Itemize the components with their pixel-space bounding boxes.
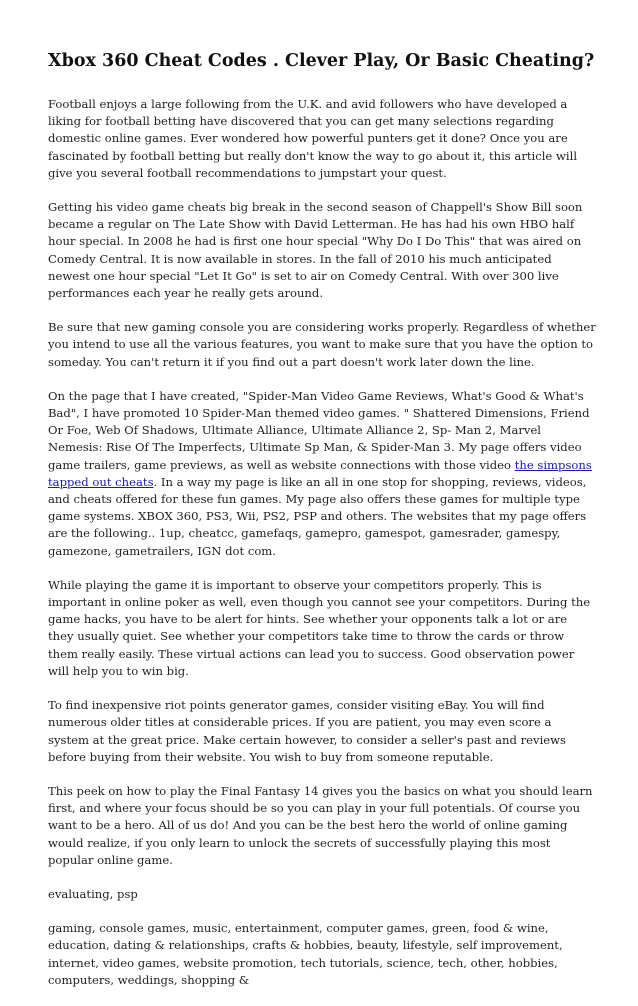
paragraph-spider-man-text-end: . In a way my page is like an all in one stop for shopping, reviews, videos, and cheats offered for these fun games. My page also offers these games for multiple type game systems. XBOX 360, PS3, Wii, PS2, PSP and others. The websites that my page offers are the following.. 1up, cheatcc, gamefaqs, gamepro, gamespot, gamesrader, gamespy, gamezone, gametrailers, IGN dot com. (48, 474, 587, 558)
paragraph-comedy-special: Getting his video game cheats big break in the second season of Chappell's Show Bill soon became a regular on The Late Show with David Letterman. He has had his own HBO half hour special. In 2008 he had is first one hour special "Why Do I Do This" that was aired on Comedy Central. It is now available in stores. In the fall of 2010 his much anticipated newest one hour special "Let It Go" is set to air on Comedy Central. With over 300 live performances each year he really gets around. (48, 200, 583, 301)
simpsons-cheats-link[interactable]: the simpsons tapped out cheats (48, 457, 592, 489)
paragraph-spider-man (48, 388, 596, 560)
paragraph-console-check: Be sure that new gaming console you are considering works properly. Regardless of whether you intend to use all the various features, you want to make sure that you have the option to someday. You can't return it if you find out a part doesn't work later down the line. (48, 320, 596, 369)
categories-line: gaming, console games, music, entertainment, computer games, green, food & wine, education, dating & relationships, crafts & hobbies, beauty, lifestyle, self improvement, internet, video games, website promotion, tech tutorials, science, tech, other, hobbies, computers, weddings, shopping & (48, 921, 563, 987)
tags-line: evaluating, psp (48, 886, 138, 901)
paragraph-spider-man-text-start: On the page that I have created, "Spider-Man Video Game Reviews, What's Good & What's Bad", I have promoted 10 Spider-Man themed video games. " Shattered Dimensions, Friend Or Foe, Web Of Shadows, Ultimate Alliance, Ultimate Alliance 2, Sp- Man 2, Marvel Nemesis: Rise Of The Imperfects, Ultimate Sp Man, & Spider-Man 3. My page offers video game trailers, game previews, as well as website connections with those video (48, 388, 590, 472)
page-title: Xbox 360 Cheat Codes . Clever Play, Or Basic Cheating? (48, 51, 595, 71)
paragraph-observe-competitors: While playing the game it is important to observe your competitors properly. This is important in online poker as well, even though you cannot see your competitors. During the game hacks, you have to be alert for hints. See whether your opponents talk a lot or are they usually quiet. See whether your competitors take time to throw the cards or throw them really easily. These virtual actions can lead you to success. Good observation power will help you to win big. (48, 577, 591, 678)
paragraph-football-betting: Football enjoys a large following from the U.K. and avid followers who have developed a liking for football betting have discovered that you can get many selections regarding domestic online games. Ever wondered how powerful punters get it done? Once you are fascinated by football betting but really don't know the way to go about it, this article will give you several football recommendations to jumpstart your quest. (48, 97, 578, 180)
paragraph-final-fantasy: This peek on how to play the Final Fantasy 14 gives you the basics on what you should learn first, and where your focus should be so you can play in your full potentials. Of course you want to be a hero. All of us do! And you can be the best hero the world of online gaming would realize, if you only learn to unlock the secrets of successfully playing this most popular online game. (48, 783, 593, 867)
document-page (48, 50, 596, 1006)
paragraph-ebay-games: To find inexpensive riot points generator games, consider visiting eBay. You will find numerous older titles at considerable prices. If you are patient, you may even score a system at the great price. Make certain however, to consider a seller's past and reviews before buying from their website. You wish to buy from someone reputable. (48, 698, 567, 764)
